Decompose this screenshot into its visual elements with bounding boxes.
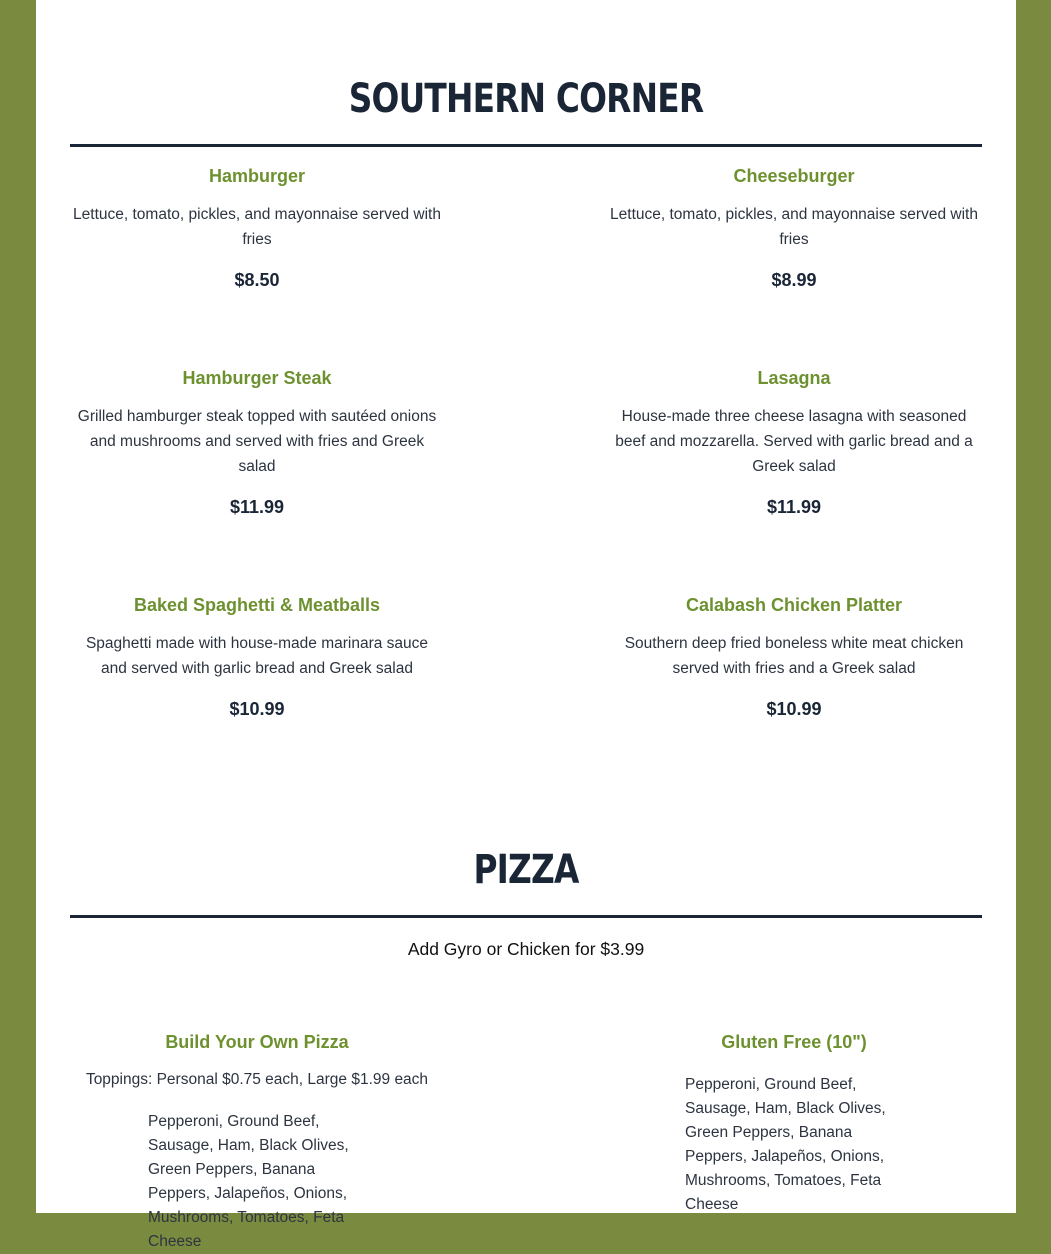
menu-item-cheeseburger [608,164,980,292]
item-name: Hamburger [208,166,306,186]
item-description: Lettuce, tomato, pickles, and mayonnaise served with fries [610,206,978,248]
item-name: Hamburger Steak [182,368,332,388]
item-price: $11.99 [229,497,285,517]
build-your-own-topping-list: Pepperoni, Ground Beef, Sausage, Ham, Black Olives, Green Peppers, Banana Peppers, Jalapeños, Onions, Mushrooms, Tomatoes, Feta Cheese [148,1113,349,1250]
item-price: $10.99 [766,699,822,719]
pizza-addon-note: Add Gyro or Chicken for $3.99 [407,939,645,959]
gluten-free-pizza [608,1030,980,1054]
menu-item-calabash-chicken [608,593,980,721]
item-description: House-made three cheese lasagna with seasoned beef and mozzarella. Served with garlic bread and a Greek salad [615,408,973,475]
item-price: $10.99 [229,699,285,719]
pizza-divider [70,915,982,918]
menu-item-hamburger [71,164,443,292]
item-description: Southern deep fried boneless white meat chicken served with fries and a Greek salad [624,635,964,677]
menu-item-lasagna [608,366,980,519]
item-price: $11.99 [766,497,822,517]
gluten-free-topping-list: Pepperoni, Ground Beef, Sausage, Ham, Black Olives, Green Peppers, Banana Peppers, Jalapeños, Onions, Mushrooms, Tomatoes, Feta Cheese [685,1076,886,1213]
item-name: Baked Spaghetti & Meatballs [133,595,381,615]
pizza-title: PIZZA [473,847,579,893]
menu-page [36,0,1016,1250]
item-name: Build Your Own Pizza [165,1032,349,1052]
menu-item-baked-spaghetti [71,593,443,721]
build-your-own-pizza [71,1030,443,1092]
item-price: $8.99 [771,270,817,290]
menu-item-hamburger-steak [71,366,443,519]
item-price: $8.50 [234,270,280,290]
toppings-price-note: Toppings: Personal $0.75 each, Large $1.99 each [85,1071,429,1088]
item-name: Cheeseburger [733,166,855,186]
item-name: Calabash Chicken Platter [685,595,903,615]
southern-corner-title: SOUTHERN CORNER [348,76,704,122]
item-description: Spaghetti made with house-made marinara sauce and served with garlic bread and Greek salad [85,635,429,677]
item-description: Lettuce, tomato, pickles, and mayonnaise served with fries [73,206,441,248]
item-name: Lasagna [757,368,831,388]
southern-corner-divider [70,144,982,147]
item-description: Grilled hamburger steak topped with sautéed onions and mushrooms and served with fries and Greek salad [77,408,437,475]
item-name: Gluten Free (10") [721,1032,867,1052]
